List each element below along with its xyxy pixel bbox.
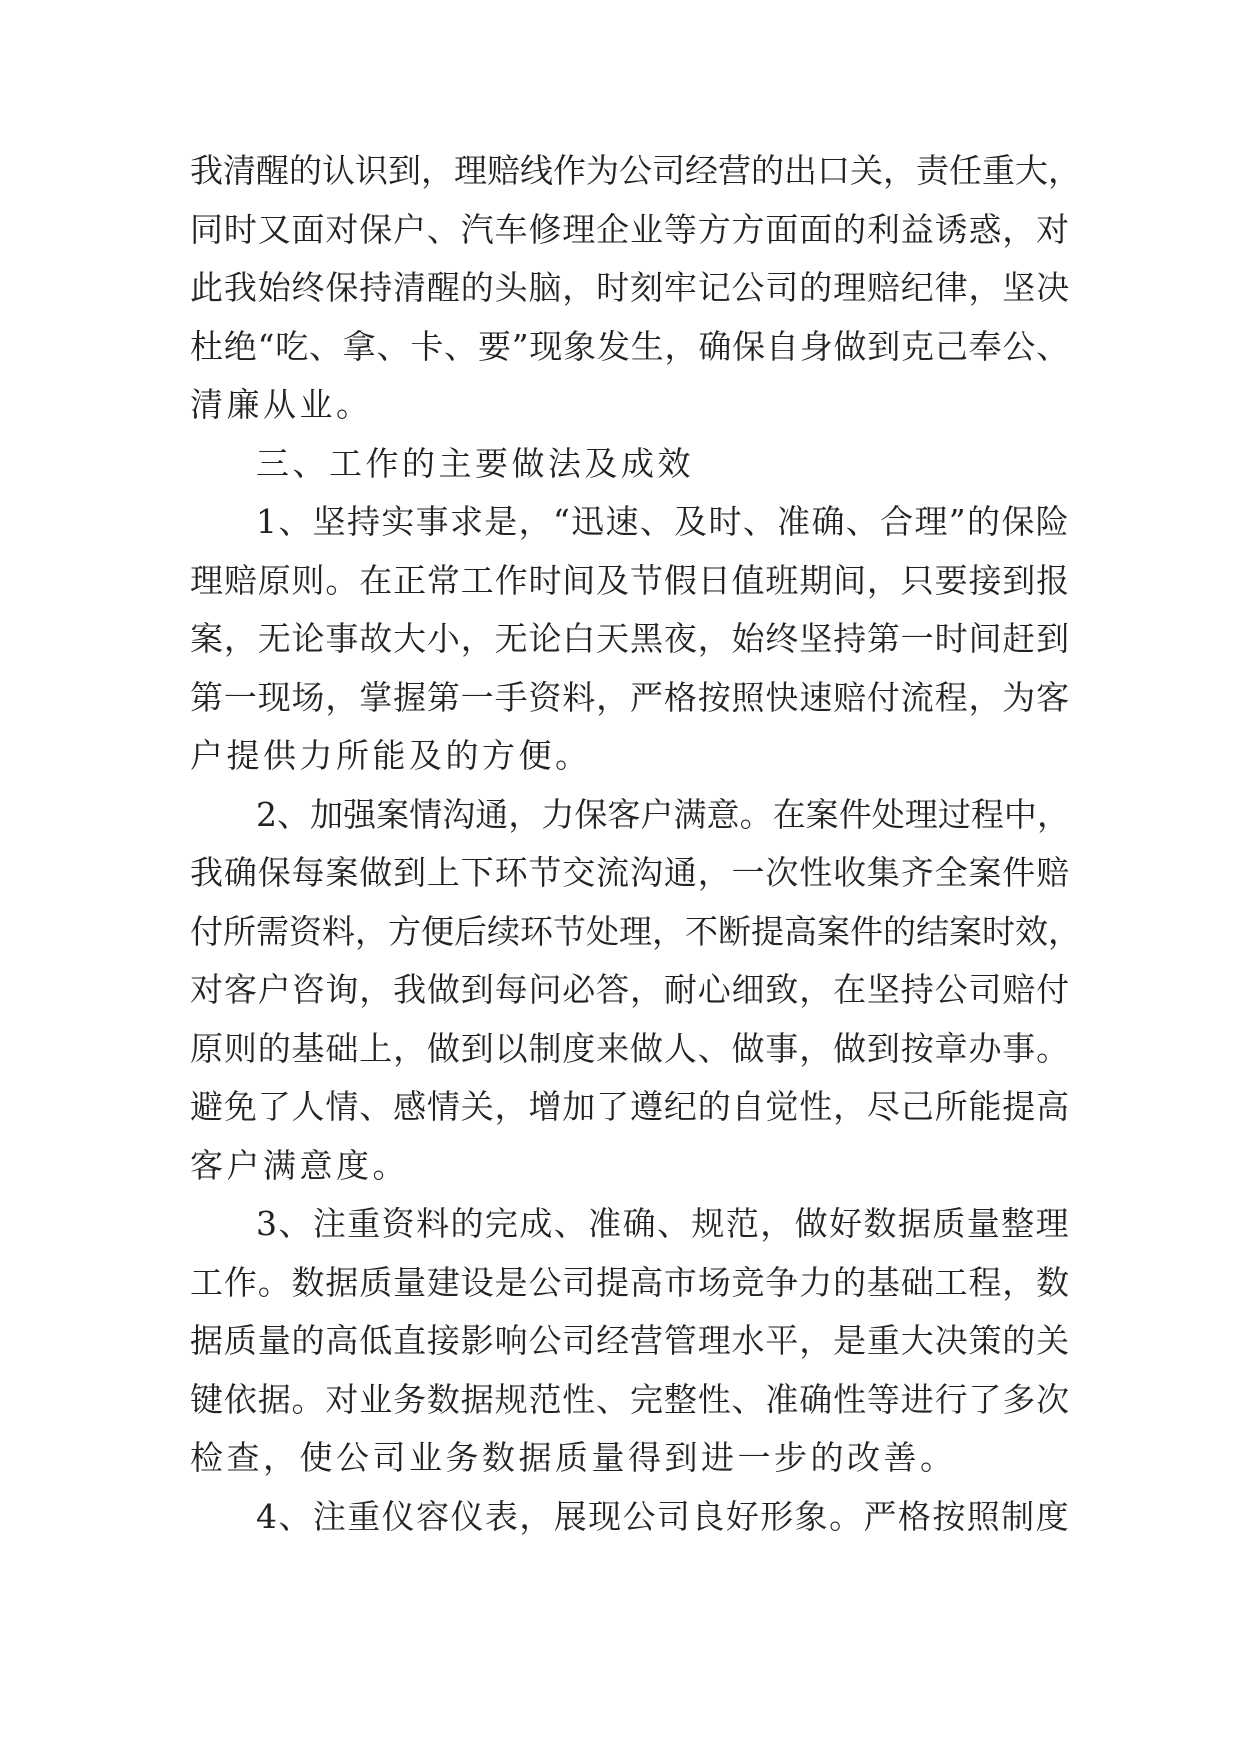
line-text: 2、加强案情沟通，力保客户满意。在案件处理过程中， [256,794,1070,834]
text-line [190,610,1070,669]
text-line [190,376,1070,435]
text-line [190,669,1070,728]
text-line [190,727,1070,786]
text-line [190,142,1081,201]
text-line [190,1195,1070,1254]
text-line [190,201,1070,260]
section-heading [190,435,1070,494]
line-text: 4、注重仪容仪表，展现公司良好形象。严格按照制度 [256,1496,1070,1536]
text-line [190,903,1081,962]
line-text: 第一现场，掌握第一手资料，严格按照快速赔付流程，为客 [190,677,1070,717]
text-line [190,1078,1070,1137]
line-text: 3、注重资料的完成、准确、规范，做好数据质量整理 [256,1204,1070,1243]
text-line [190,259,1070,318]
text-line [190,1371,1070,1430]
line-text: 检查，使公司业务数据质量得到进一步的改善。 [190,1438,957,1477]
text-line [190,1254,1070,1313]
text-line [190,1429,1070,1488]
line-text: 键依据。对业务数据规范性、完整性、准确性等进行了多次 [190,1379,1070,1419]
line-text: 户提供力所能及的方便。 [190,736,592,775]
text-line [190,844,1070,903]
text-line [190,1488,1070,1547]
text-line [190,786,1070,845]
text-line [190,493,1070,552]
text-line [190,1020,1070,1079]
text-line [190,1312,1070,1371]
line-text: 原则的基础上，做到以制度来做人、做事，做到按章办事。 [190,1028,1070,1068]
text-line [190,1137,1070,1196]
line-text: 同时又面对保户、汽车修理企业等方方面面的利益诱惑，对 [190,209,1070,249]
line-text: 清廉从业。 [190,385,373,424]
line-text: 付所需资料，方便后续环节处理，不断提高案件的结案时效， [190,911,1081,951]
line-text: 我清醒的认识到，理赔线作为公司经营的出口关，责任重大， [190,151,1081,190]
line-text: 避免了人情、感情关，增加了遵纪的自觉性，尽己所能提高 [190,1087,1070,1126]
line-text: 杜绝“吃、拿、卡、要”现象发生，确保自身做到克己奉公、 [190,326,1070,366]
document-page [190,142,1081,1546]
text-line [190,961,1070,1020]
line-text: 对客户咨询，我做到每问必答，耐心细致，在坚持公司赔付 [190,970,1070,1009]
heading-text: 三、工作的主要做法及成效 [256,443,694,483]
line-text: 案，无论事故大小，无论白天黑夜，始终坚持第一时间赶到 [190,619,1070,658]
line-text: 客户满意度。 [190,1145,409,1185]
line-text: 工作。数据质量建设是公司提高市场竞争力的基础工程，数 [190,1262,1070,1302]
line-text: 1、坚持实事求是，“迅速、及时、准确、合理”的保险 [256,502,1070,541]
text-line [190,318,1070,377]
line-text: 理赔原则。在正常工作时间及节假日值班期间，只要接到报 [190,560,1070,600]
line-text: 据质量的高低直接影响公司经营管理水平，是重大决策的关 [190,1321,1070,1360]
text-line [190,552,1070,611]
line-text: 我确保每案做到上下环节交流沟通，一次性收集齐全案件赔 [190,853,1070,892]
line-text: 此我始终保持清醒的头脑，时刻牢记公司的理赔纪律，坚决 [190,268,1070,307]
